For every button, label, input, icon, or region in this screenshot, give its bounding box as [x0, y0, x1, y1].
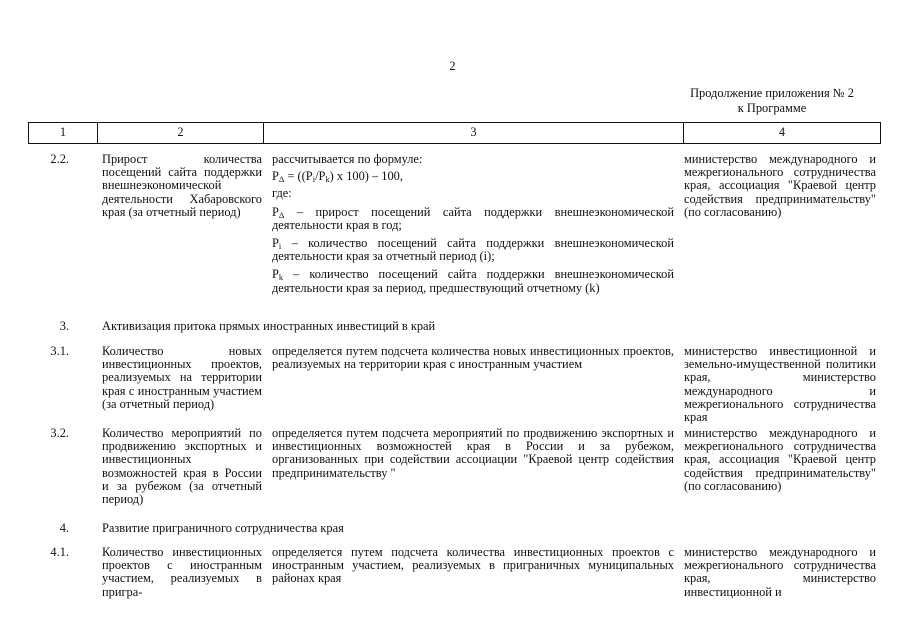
section-title: Развитие приграничного сотрудничества края — [102, 521, 344, 535]
indicator-cell: Количество новых инвестиционных проектов, реализуемых на территории края с иностранным участием (за отчетный период) — [102, 344, 262, 411]
responsible-cell: министерство международного и межрегионального сотрудничества края, ассоциация "Краевой центр содействия предпринимательству" (по согласованию) — [684, 152, 876, 219]
appendix-caption — [677, 86, 867, 116]
row-number: 2.2. — [50, 152, 69, 166]
definition-k-text: – количество посещений сайта поддержки внешнеэкономической деятельности края за период, предшествующий отчетному (k) — [272, 267, 674, 295]
appendix-line-2: к Программе — [737, 101, 807, 115]
method-cell: определяется путем подсчета мероприятий по продвижению экспортных и инвестиционных возможностей края в России и за рубежом, организованных при содействии ассоциации "Краевой центр содействия предпринимательству " — [272, 426, 674, 480]
page-number: 2 — [449, 59, 456, 73]
responsible-cell: министерство международного и межрегионального сотрудничества края, министерство инвестиционной и — [684, 545, 876, 599]
definition-delta-text: – прирост посещений сайта поддержки внешнеэкономической деятельности края в год; — [272, 204, 674, 232]
definition-i-text: – количество посещений сайта поддержки внешнеэкономической деятельности края за отчетный период (i); — [272, 236, 674, 264]
section-number: 4. — [59, 521, 69, 535]
header-col-4: 4 — [778, 125, 786, 140]
method-cell: определяется путем подсчета количества новых инвестиционных проектов, реализуемых на территории края с иностранным участием — [272, 344, 674, 372]
definition-i: $P_i$ – количество посещений сайта поддержки внешнеэкономической деятельности края за отчетный период (i); — [272, 236, 674, 264]
row-number: 4.1. — [50, 545, 69, 559]
header-col-1: 1 — [29, 123, 98, 143]
where-label: где: — [272, 186, 292, 201]
header-col-2: 2 — [98, 123, 264, 143]
appendix-line-1: Продолжение приложения № 2 — [690, 86, 854, 100]
indicator-cell: Количество мероприятий по продвижению экспортных и инвестиционных возможностей края в России и за рубежом (за отчетный период) — [102, 426, 262, 507]
section-number: 3. — [59, 319, 69, 333]
table-header-row — [28, 122, 881, 144]
definition-k: $P_k$ – количество посещений сайта поддержки внешнеэкономической деятельности края за период, предшествующий отчетному (k) — [272, 267, 674, 295]
definition-delta: $P_\Delta$ – прирост посещений сайта поддержки внешнеэкономической деятельности края в год; — [272, 204, 674, 232]
formula: $P_\Delta = ((P_i/P_k)$ x 100) – 100, — [272, 169, 403, 185]
section-title: Активизация притока прямых иностранных инвестиций в край — [102, 319, 436, 333]
responsible-cell: министерство международного и межрегионального сотрудничества края, ассоциация "Краевой центр содействия предпринимательству" (по согласованию) — [684, 426, 876, 493]
indicator-cell: Количество инвестиционных проектов с иностранным участием, реализуемых в пригра- — [102, 545, 262, 599]
row-number: 3.1. — [50, 344, 69, 358]
method-cell: определяется путем подсчета количества инвестиционных проектов с иностранным участием, реализуемых в приграничных муниципальных районах края — [272, 545, 674, 586]
method-intro: рассчитывается по формуле: — [272, 152, 423, 166]
row-number: 3.2. — [50, 426, 69, 440]
header-col-3: 3 — [264, 123, 684, 143]
responsible-cell: министерство инвестиционной и земельно-имущественной политики края, министерство международного и межрегионального сотрудничества края — [684, 344, 876, 425]
indicator-cell: Прирост количества посещений сайта поддержки внешнеэкономической деятельности Хабаровского края (за отчетный период) — [102, 152, 262, 219]
method-cell — [272, 153, 674, 295]
